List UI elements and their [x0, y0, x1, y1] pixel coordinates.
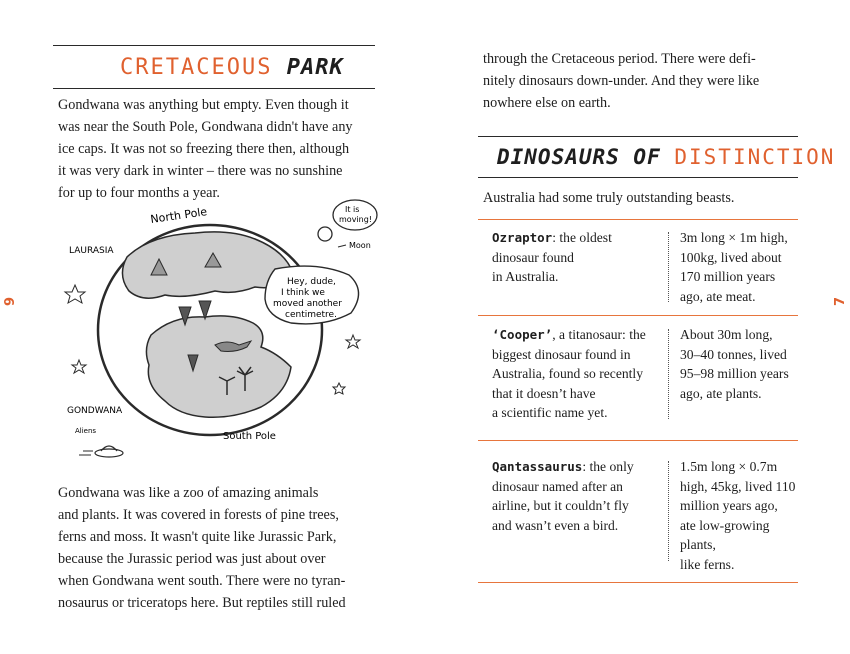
table-rule: [478, 219, 798, 220]
page-number-right: 7: [832, 296, 848, 307]
gondwana-label: GONDWANA: [67, 406, 123, 416]
star-icon: [72, 360, 86, 373]
south-pole-label: South Pole: [223, 431, 276, 442]
table-rule: [478, 440, 798, 441]
bubble-line-3: moved another: [273, 299, 342, 309]
moon-speech-line-2: moving!: [339, 215, 372, 224]
column-divider: [668, 232, 669, 302]
text-line: nitely dinosaurs down-under. And they were like: [483, 73, 760, 89]
dino-description-cooper: ‘Cooper’, a titanosaur: the biggest dinosaur found in Australia, found so recently that it doesn’t have a scientific name yet.: [492, 327, 646, 420]
text-line: it was very dark in winter – there was no sunshine: [58, 163, 343, 179]
heading-dinosaurs-of-distinction: [497, 145, 835, 169]
north-pole-label: North Pole: [149, 205, 208, 226]
table-rule: [478, 315, 798, 316]
dino-name: ‘Cooper’: [492, 327, 553, 342]
gondwana-illustration: [55, 195, 385, 470]
text-line: was near the South Pole, Gondwana didn't have any: [58, 119, 353, 135]
bubble-line-4: centimetre.: [285, 310, 337, 320]
star-icon: [333, 383, 345, 394]
heading-part-1: DINOSAURS OF: [497, 145, 661, 169]
moon-label: Moon: [349, 241, 371, 250]
moon-speech-line-1: It is: [345, 205, 360, 214]
bubble-line-1: Hey, dude,: [287, 277, 336, 287]
continued-paragraph: [483, 48, 803, 114]
star-icon: [346, 335, 360, 348]
dino-name: Qantassaurus: [492, 459, 583, 474]
text-line: because the Jurassic period was just about over: [58, 551, 326, 567]
dino-stats-cooper: About 30m long, 30–40 tonnes, lived 95–98 million years ago, ate plants.: [680, 327, 789, 401]
heading-cretaceous-park: [120, 55, 344, 80]
text-line: and plants. It was covered in forests of pine trees,: [58, 507, 339, 523]
heading-rule-top: [478, 136, 798, 137]
star-icon: [65, 285, 85, 303]
bubble-line-2: I think we: [281, 288, 325, 298]
dino-stats-qantassaurus: 1.5m long × 0.7m high, 45kg, lived 110 million years ago, ate low-growing plants, like ferns.: [680, 459, 796, 572]
aliens-label: Aliens: [75, 427, 97, 435]
text-line: ice caps. It was not so freezing there then, although: [58, 141, 350, 157]
table-rule: [478, 582, 798, 583]
heading-rule-top: [53, 45, 375, 46]
column-divider: [668, 461, 669, 561]
text-line: Gondwana was like a zoo of amazing animals: [58, 485, 319, 501]
dino-stats-ozraptor: 3m long × 1m high, 100kg, lived about 170 million years ago, ate meat.: [680, 230, 788, 304]
moon-icon: [318, 227, 332, 241]
page-number-left: 6: [0, 296, 16, 307]
dinosaurs-intro: Australia had some truly outstanding beasts.: [483, 190, 735, 206]
text-line: nosaurus or triceratops here. But reptiles still ruled: [58, 595, 346, 611]
heading-rule-bottom: [53, 88, 375, 89]
heading-rule-bottom: [478, 177, 798, 178]
text-line: when Gondwana went south. There were no tyran-: [58, 573, 346, 589]
column-divider: [668, 329, 669, 419]
dino-name: Ozraptor: [492, 230, 553, 245]
text-line: nowhere else on earth.: [483, 95, 611, 111]
zoo-paragraph: [58, 482, 378, 614]
dino-description-qantassaurus: Qantassaurus: the only dinosaur named after an airline, but it couldn’t fly and wasn’t even a bird.: [492, 459, 634, 533]
heading-part-2: PARK: [286, 55, 344, 80]
text-line: through the Cretaceous period. There were defi-: [483, 51, 756, 67]
dino-description-ozraptor: Ozraptor: the oldest dinosaur found in Australia.: [492, 230, 612, 284]
text-line: ferns and moss. It wasn't quite like Jurassic Park,: [58, 529, 337, 545]
heading-part-2: DISTINCTION: [674, 145, 836, 169]
laurasia-label: LAURASIA: [69, 246, 114, 256]
heading-part-1: CRETACEOUS: [120, 55, 273, 80]
intro-paragraph: [58, 94, 378, 204]
ufo-icon: [95, 449, 123, 457]
text-line: for up to four months a year.: [58, 185, 220, 201]
text-line: Gondwana was anything but empty. Even though it: [58, 97, 349, 113]
